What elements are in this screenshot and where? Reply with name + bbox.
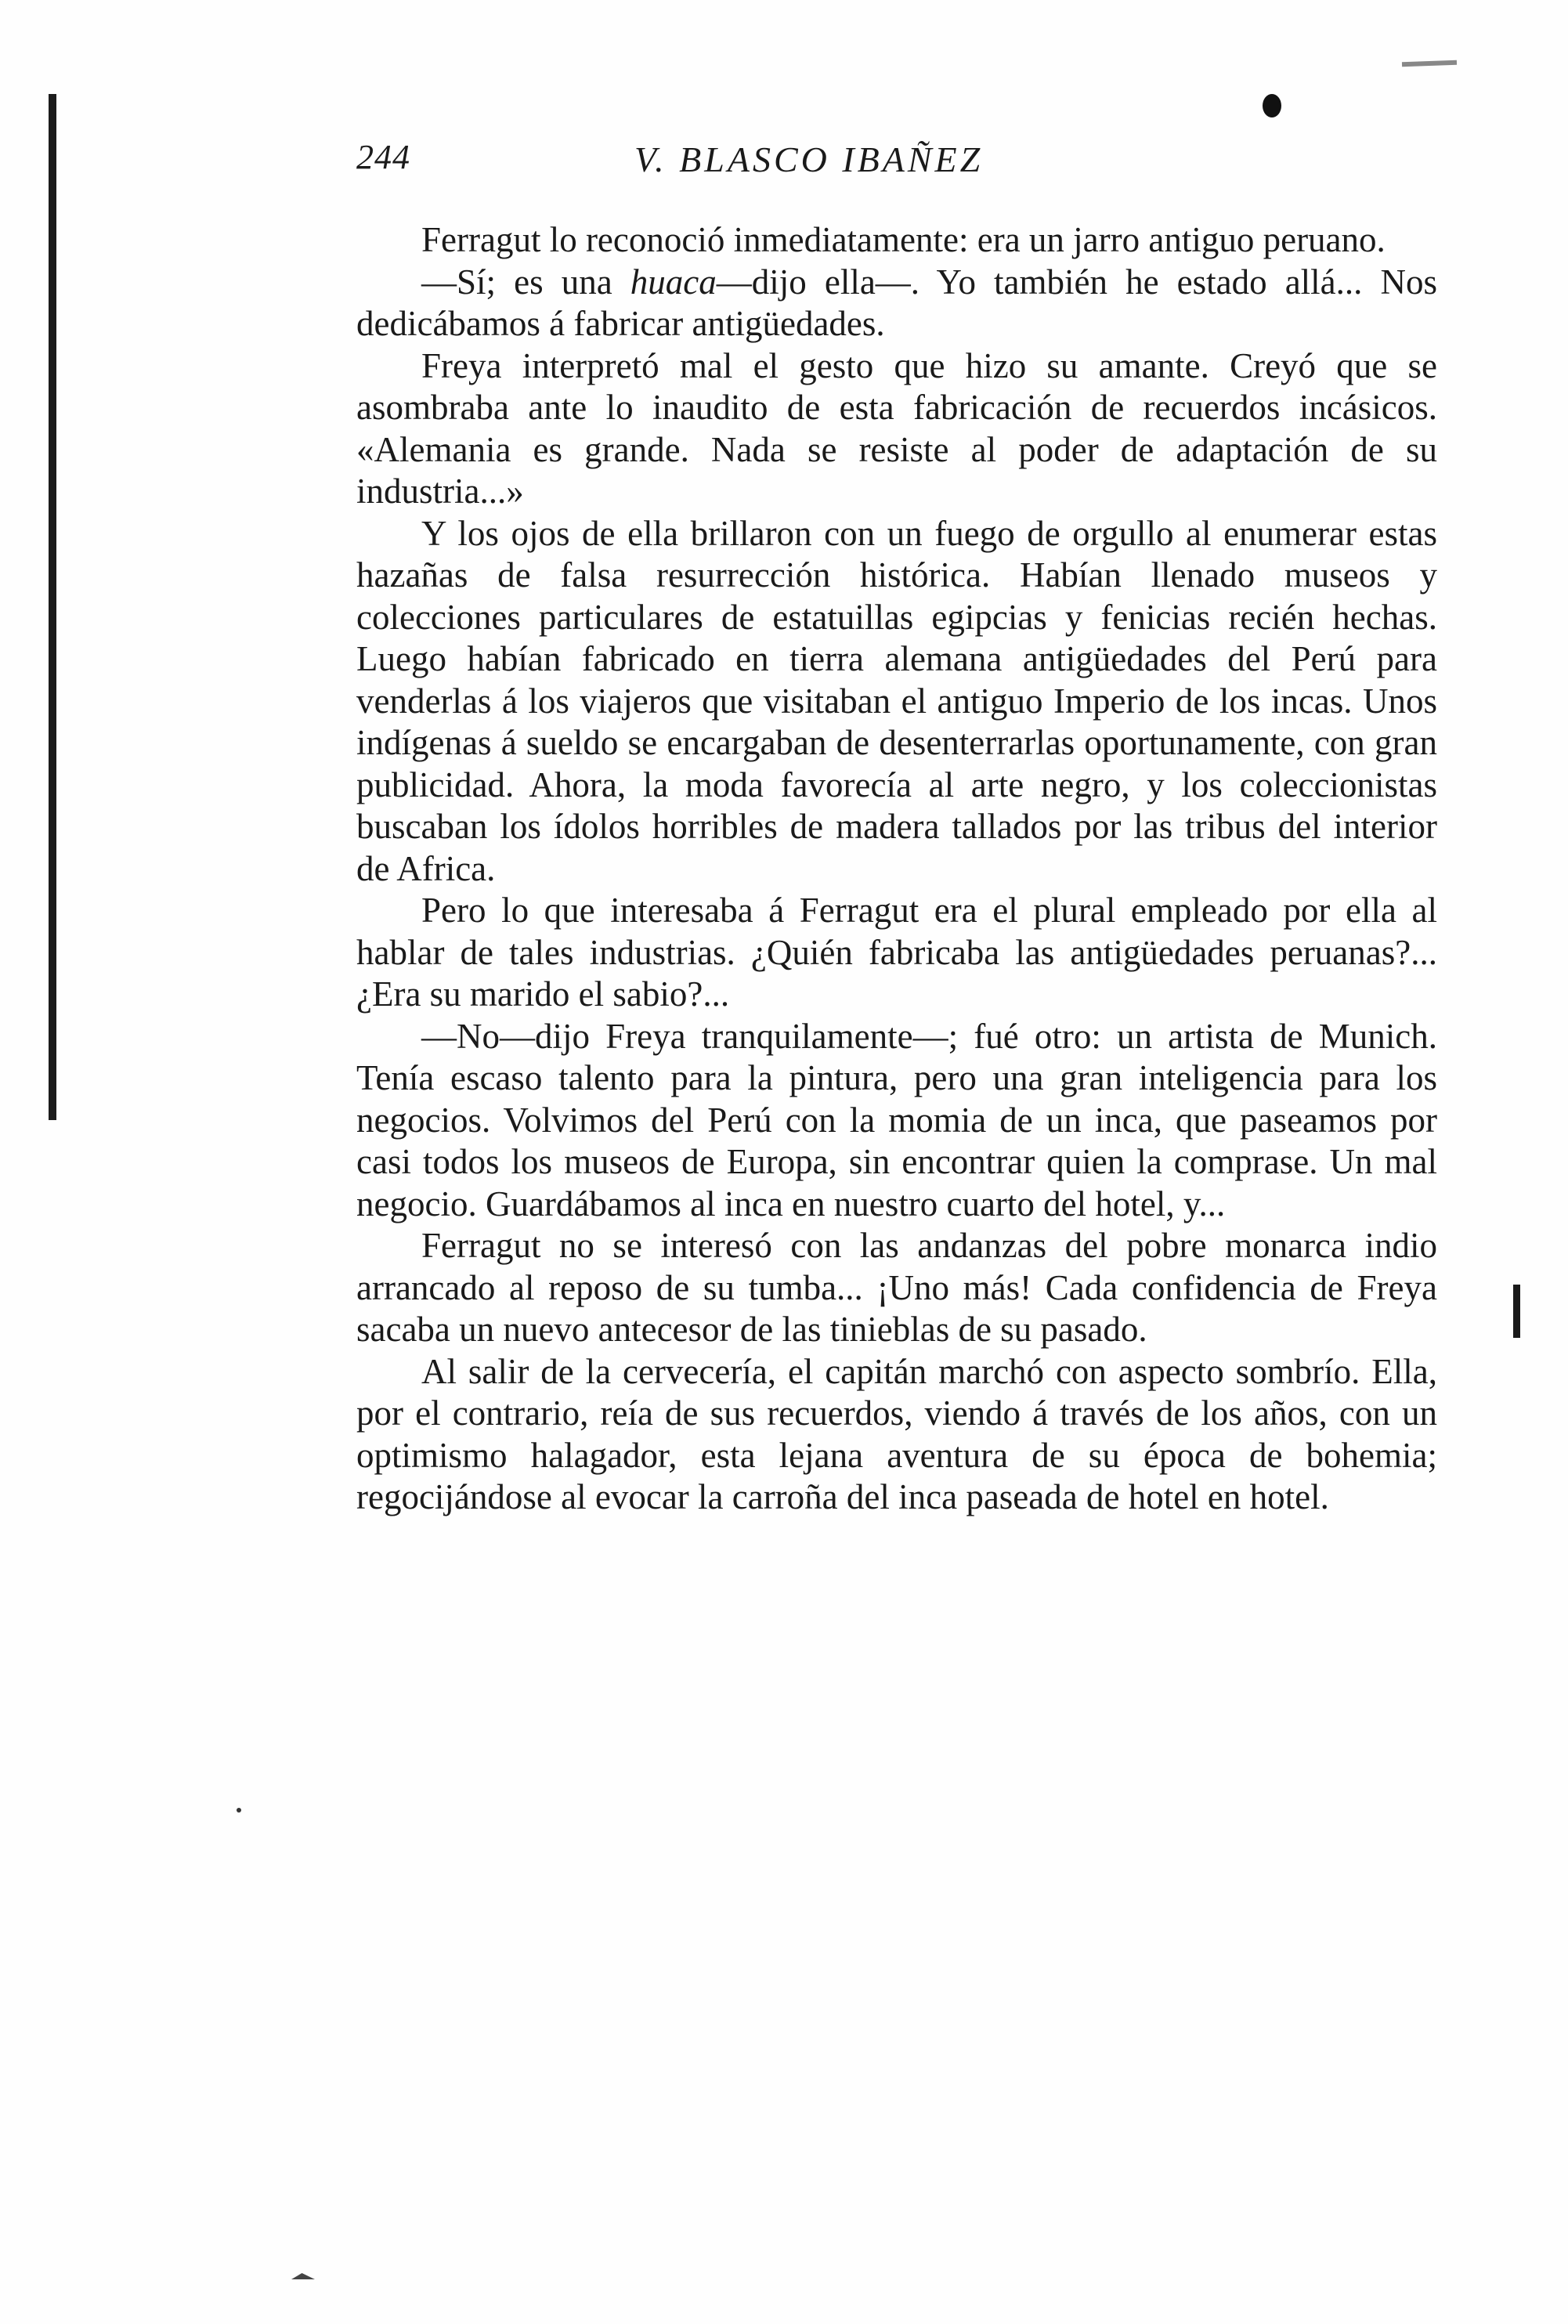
paragraph-6: —No—dijo Freya tranquilamente—; fué otro: un artista de Munich. Tenía escaso talento para la pintura, pero una gran inteligencia para los negocios. Volvimos del Perú con la momia de un inca, que paseamos por casi todos los museos de Europa, sin encontrar quien la comprase. Un mal negocio. Guardábamos al inca en nuestro cuarto del hotel, y... <box>356 1016 1437 1223</box>
paragraph-4: Y los ojos de ella brillaron con un fuego de orgullo al enumerar estas hazañas de falsa resurrección histórica. Habían llenado museos y colecciones particulares de estatuillas egipcias y fenicias recién hechas. Luego habían fabricado en tierra alemana antigüedades del Perú para venderlas á los viajeros que visitaban el antiguo Imperio de los incas. Unos indígenas á sueldo se encargaban de desenterrarlas oportunamente, con gran publicidad. Ahora, la moda favorecía al arte negro, y los coleccionistas buscaban los ídolos horribles de madera tallados por las tribus del interior de Africa. <box>356 513 1437 888</box>
scan-smudge <box>1402 60 1457 67</box>
paragraph-2-start: —Sí; es una <box>421 262 630 302</box>
scan-speck <box>237 1808 241 1813</box>
scan-ink-mark <box>1513 1285 1520 1338</box>
paragraph-2-end: —dijo ella—. Yo también he estado allá... Nos dedicábamos á fabricar antigüedades. <box>356 262 1437 343</box>
paragraph-3: Freya interpretó mal el gesto que hizo su amante. Creyó que se asombraba ante lo inaudito de esta fabricación de recuerdos incásicos. «Alemania es grande. Nada se resiste al poder de adaptación de su industria...» <box>356 345 1437 511</box>
paragraph-7: Ferragut no se interesó con las andanzas del pobre monarca indio arrancado al reposo de su tumba... ¡Uno más! Cada confidencia de Freya sacaba un nuevo antecesor de las tinieblas de su pasado. <box>356 1226 1437 1349</box>
paragraph-8: Al salir de la cervecería, el capitán marchó con aspecto sombrío. Ella, por el contrario, reía de sus recuerdos, viendo á través de los años, con un optimismo halagador, esta lejana aventura de su época de bohemia; regocijándose al evocar la carroña del inca paseada de hotel en hotel. <box>356 1351 1437 1516</box>
page-number: 244 <box>356 138 410 176</box>
running-title: V. BLASCO IBAÑEZ <box>634 139 984 179</box>
scan-bottom-mark <box>291 2273 315 2279</box>
paragraph-5: Pero lo que interesaba á Ferragut era el plural empleado por ella al hablar de tales industrias. ¿Quién fabricaba las antigüedades peruanas?... ¿Era su marido el sabio?... <box>356 891 1437 1014</box>
paragraph-2 <box>356 262 1437 345</box>
scan-ink-dot <box>1263 94 1281 117</box>
running-head <box>356 137 1437 192</box>
body-text <box>356 219 1437 1519</box>
paragraph-2-italic-word: huaca <box>630 262 717 302</box>
scan-margin-bar <box>49 94 56 1120</box>
paragraph-1: Ferragut lo reconoció inmediatamente: era un jarro antiguo peruano. <box>421 220 1386 259</box>
